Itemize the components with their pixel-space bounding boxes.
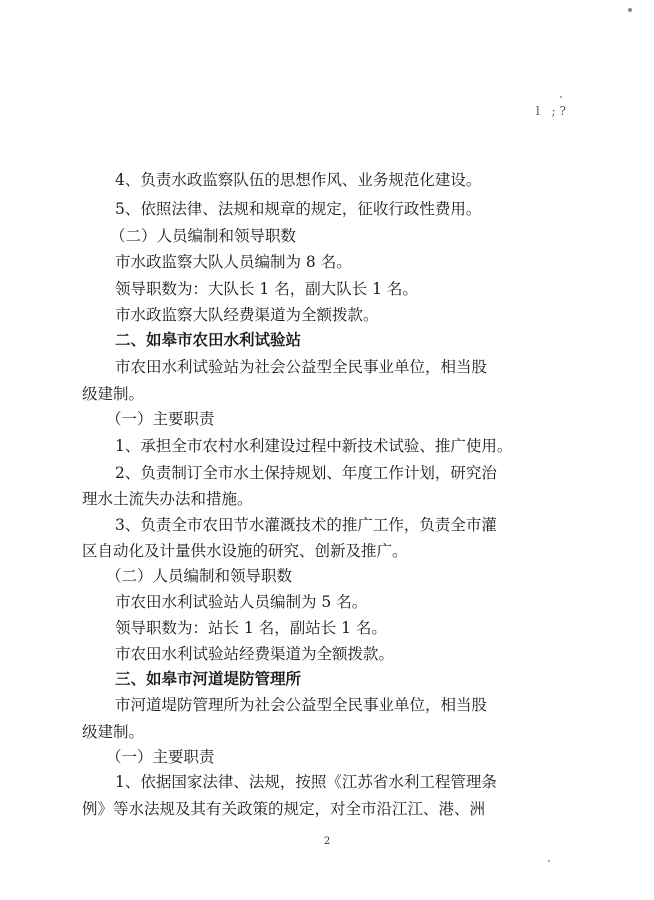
corner-mark: l ;?	[535, 104, 570, 118]
text-line: 区自动化及计量供水设施的研究、创新及推广。	[82, 542, 408, 560]
scan-speck	[548, 860, 550, 862]
text-line: 级建制。	[82, 385, 145, 403]
text-line: 市水政监察大队人员编制为 8 名。	[115, 253, 352, 271]
subheading: （一）主要职责	[106, 748, 215, 766]
text-line: 市农田水利试验站经费渠道为全额拨款。	[115, 645, 395, 663]
text-line: 市水政监察大队经费渠道为全额拨款。	[115, 306, 379, 324]
subheading: （一）主要职责	[106, 410, 215, 428]
text-line: 领导职数为：站长 1 名，副站长 1 名。	[115, 619, 387, 637]
text-line: 市农田水利试验站人员编制为 5 名。	[115, 593, 368, 611]
text-line: 1、依据国家法律、法规，按照《江苏省水利工程管理条	[115, 773, 497, 791]
text-line: 5、依照法律、法规和规章的规定，征收行政性费用。	[115, 200, 482, 218]
subheading: （二）人员编制和领导职数	[110, 227, 297, 245]
section-heading: 二、如皋市农田水利试验站	[115, 331, 302, 349]
text-line: 市农田水利试验站为社会公益型全民事业单位，相当股	[115, 358, 488, 376]
text-line: 领导职数为：大队长 1 名，副大队长 1 名。	[115, 280, 418, 298]
subheading: （二）人员编制和领导职数	[106, 567, 293, 585]
text-line: 理水土流失办法和措施。	[82, 490, 253, 508]
scan-speck	[628, 8, 632, 12]
text-line: 3、负责全市农田节水灌溉技术的推广工作，负责全市灌	[115, 516, 497, 534]
page-number: 2	[323, 836, 331, 847]
text-line: 级建制。	[82, 723, 145, 741]
scan-speck	[560, 96, 562, 98]
section-heading: 三、如皋市河道堤防管理所	[115, 670, 302, 688]
text-line: 市河道堤防管理所为社会公益型全民事业单位，相当股	[115, 696, 488, 714]
text-line: 1、承担全市农村水利建设过程中新技术试验、推广使用。	[115, 437, 513, 455]
text-line: 2、负责制订全市水土保持规划、年度工作计划，研究治	[115, 464, 497, 482]
text-line: 4、负责水政监察队伍的思想作风、业务规范化建设。	[115, 171, 482, 189]
text-line: 例》等水法规及其有关政策的规定，对全市沿江江、港、洲	[82, 800, 486, 818]
